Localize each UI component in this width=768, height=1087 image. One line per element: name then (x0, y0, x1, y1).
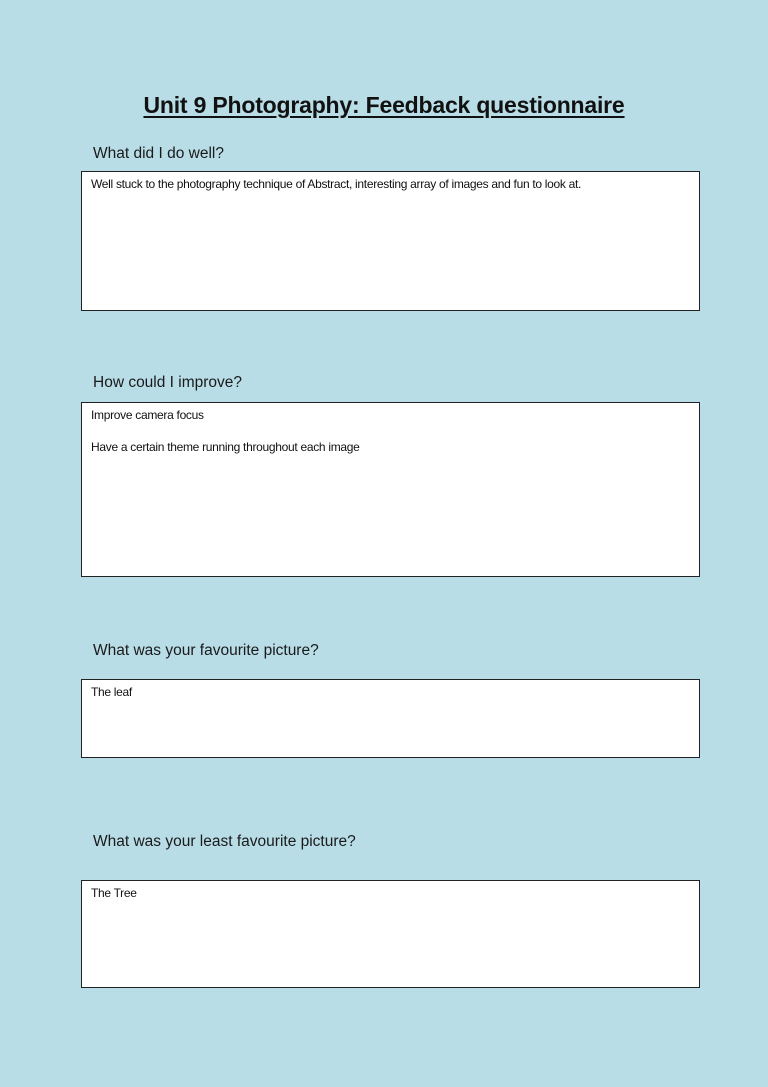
answer-text: The Tree (91, 886, 137, 900)
answer-box-improve[interactable] (81, 402, 700, 577)
page-title: Unit 9 Photography: Feedback questionnaire (143, 92, 625, 118)
answer-box-least-favourite[interactable] (81, 880, 700, 988)
answer-text: Have a certain theme running throughout each image (91, 440, 360, 454)
answer-box-do-well[interactable] (81, 171, 700, 311)
question-least-favourite-picture: What was your least favourite picture? (93, 833, 356, 850)
answer-text: Improve camera focus (91, 408, 204, 422)
answer-text: The leaf (91, 685, 132, 699)
question-favourite-picture: What was your favourite picture? (93, 642, 319, 659)
question-what-did-i-do-well: What did I do well? (93, 145, 224, 162)
answer-box-favourite[interactable] (81, 679, 700, 758)
question-how-could-i-improve: How could I improve? (93, 374, 243, 391)
answer-text: Well stuck to the photography technique of Abstract, interesting array of images and fun to look at. (91, 177, 582, 191)
